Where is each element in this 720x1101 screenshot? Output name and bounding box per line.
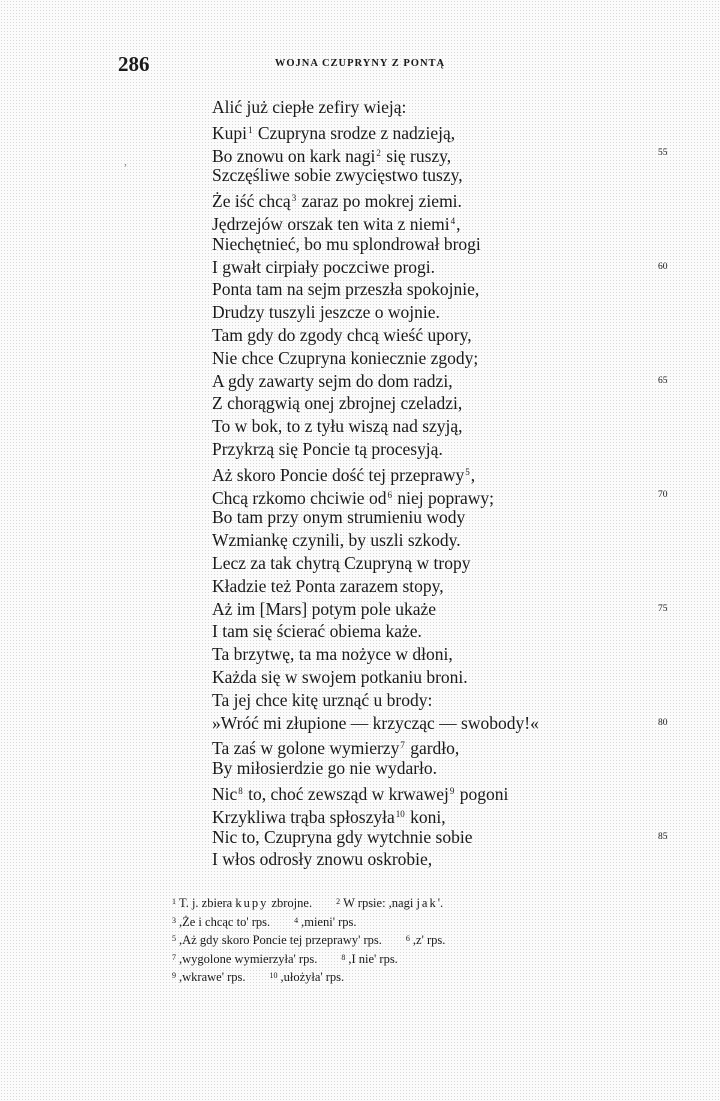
footnote-reference: 5 xyxy=(465,466,470,477)
footnote-text: zbrojne. xyxy=(268,896,313,910)
line-number: 65 xyxy=(658,375,668,386)
footnote-text: ,mieni' rps. xyxy=(301,914,357,929)
footnote-mark: 9 xyxy=(172,971,176,981)
poem-line-text: Czupryna srodze z nadzieją, xyxy=(253,122,456,143)
poem-line-text: pogoni xyxy=(455,783,509,804)
line-number: 80 xyxy=(658,717,668,728)
poem-line xyxy=(212,506,692,529)
poem-line xyxy=(212,848,692,871)
footnote-reference: 4 xyxy=(450,215,456,226)
poem-line xyxy=(212,620,692,643)
footnote-mark: 1 xyxy=(172,897,176,906)
running-head: WOJNA CZUPRYNY Z PONTĄ xyxy=(274,58,446,69)
footnote-text: '. xyxy=(437,896,444,910)
footnote-text: ,wygolone wymierzyła' rps. xyxy=(179,951,318,966)
footnote-mark: 5 xyxy=(172,934,176,944)
poem-line-text: By miłosierdzie go nie wydarło. xyxy=(212,758,438,779)
footnote-text: kupy xyxy=(235,896,269,910)
poem-line xyxy=(212,233,692,256)
footnote-reference: 3 xyxy=(291,193,297,204)
poem-line xyxy=(212,370,692,393)
footnote-mark: 7 xyxy=(172,952,176,962)
footnote-mark: 8 xyxy=(341,952,346,962)
poem-line xyxy=(212,529,692,552)
line-number: 70 xyxy=(658,489,668,500)
poem-line xyxy=(212,598,692,621)
poem-line-text: niej poprawy; xyxy=(392,487,495,508)
poem-line-text: gardło, xyxy=(405,738,460,759)
poem-line-text: Alić już ciepłe zefiry wieją: xyxy=(212,97,407,117)
poem-line xyxy=(212,689,692,712)
footnote-mark: 6 xyxy=(405,934,410,944)
poem-line-text: Przykrzą się Poncie tą procesyją. xyxy=(212,438,443,459)
footnote-text: ,Że i chcąc to' rps. xyxy=(179,914,271,929)
footnotes xyxy=(172,893,692,986)
poem-line xyxy=(212,392,692,415)
poem-line-text: To w bok, to z tyłu wiszą nad szyją, xyxy=(212,416,463,437)
poem-line xyxy=(212,119,692,142)
poem-line-text: I tam się ścierać obiema każe. xyxy=(212,621,422,642)
poem-line-text: Wzmiankę czynili, by uszli szkody. xyxy=(212,530,461,551)
footnote-reference: 8 xyxy=(238,785,243,796)
poem-line-text: się ruszy, xyxy=(381,145,452,166)
poem-line xyxy=(212,301,692,324)
poem-line-text: Kupi xyxy=(212,122,247,143)
poem-line xyxy=(212,438,692,461)
poem-line xyxy=(212,278,692,301)
poem-line-text: zaraz po mokrej ziemi. xyxy=(297,191,462,212)
footnote-reference: 9 xyxy=(449,785,455,796)
footnote-text: ,ułożyła' rps. xyxy=(280,970,345,985)
poem-line xyxy=(212,347,692,370)
poem-line-text: Aż im [Mars] potym pole ukaże xyxy=(212,598,437,619)
footnote-text: W rpsie: ,nagi xyxy=(343,896,417,910)
poem-line-text: A gdy zawarty sejm do dom radzi, xyxy=(212,370,453,391)
line-number: 55 xyxy=(658,147,668,158)
poem-line-text: koni, xyxy=(405,806,446,827)
poem-line xyxy=(212,210,692,233)
poem-line xyxy=(212,803,692,826)
footnote-text: ,I nie' rps. xyxy=(348,951,398,966)
line-number: 85 xyxy=(658,831,668,842)
poem-line xyxy=(212,187,692,210)
poem-line-text: Lecz za tak chytrą Czupryną w tropy xyxy=(212,552,471,573)
poem-line-text: Ponta tam na sejm przeszła spokojnie, xyxy=(212,279,480,300)
poem-line-text: Że iść chcą xyxy=(212,191,291,212)
footnote-text: ,wkrawe' rps. xyxy=(179,970,246,985)
poem-line xyxy=(212,484,692,507)
footnote-text: ,z' rps. xyxy=(412,933,446,948)
poem-line xyxy=(212,96,692,119)
footnote-mark: 10 xyxy=(269,971,278,981)
stray-mark: , xyxy=(124,154,127,168)
poem-line-text: Nic to, Czupryna gdy wytchnie sobie xyxy=(212,826,473,847)
poem-line xyxy=(212,734,692,757)
poem-line-text: Bo tam przy onym strumieniu wody xyxy=(212,507,466,528)
footnote-text: ,Aż gdy skoro Poncie tej przeprawy' rps. xyxy=(179,933,382,948)
poem-line xyxy=(212,461,692,484)
footnote-reference: 6 xyxy=(387,489,392,500)
footnote-row xyxy=(172,967,692,986)
poem-line-text: Ta zaś w golone wymierzy xyxy=(212,738,400,759)
poem-line xyxy=(212,712,692,735)
footnote-mark: 4 xyxy=(294,915,299,925)
poem-line-text: I gwałt cirpiały poczciwe progi. xyxy=(212,256,436,277)
poem-line xyxy=(212,666,692,689)
poem-line-text: Ta brzytwę, ta ma nożyce w dłoni, xyxy=(212,644,453,665)
poem-line-text: Nic xyxy=(212,783,238,804)
poem-line-text: Bo znowu on kark nagi xyxy=(212,145,376,166)
poem-line-text: Każda się w swojem potkaniu broni. xyxy=(212,666,468,687)
footnote-reference: 2 xyxy=(376,147,381,158)
poem-line xyxy=(212,324,692,347)
poem-line-text: Jędrzejów orszak ten wita z niemi xyxy=(212,213,450,234)
footnote-row xyxy=(172,912,692,931)
poem-line-text: Szczęśliwe sobie zwycięstwo tuszy, xyxy=(212,165,463,186)
footnote-text: T. j. zbiera xyxy=(179,896,236,910)
poem-line xyxy=(212,256,692,279)
poem-line-text: , xyxy=(470,464,476,485)
line-number: 75 xyxy=(658,603,668,614)
poem-line-text: Drudzy tuszyli jeszcze o wojnie. xyxy=(212,302,440,323)
poem-line-text: Aż skoro Poncie dość tej przeprawy xyxy=(212,464,465,485)
poem-line-text: Chcą rzkomo chciwie od xyxy=(212,487,387,508)
poem-line-text: Z chorągwią onej zbrojnej czeladzi, xyxy=(212,393,463,414)
footnote-row xyxy=(172,949,692,968)
poem-line xyxy=(212,575,692,598)
poem-line-text: Ta jej chce kitę urznąć u brody: xyxy=(212,689,433,710)
footnote-row xyxy=(172,930,692,949)
poem-line xyxy=(212,757,692,780)
footnote-row xyxy=(172,893,692,912)
poem xyxy=(212,96,692,871)
footnote-text: jak xyxy=(416,896,438,910)
poem-line xyxy=(212,415,692,438)
poem-line-text: Niechętnieć, bo mu splondrował brogi xyxy=(212,233,481,254)
poem-line xyxy=(212,552,692,575)
poem-line-text: I włos odrosły znowu oskrobie, xyxy=(212,849,433,870)
poem-line-text: »Wróć mi złupione — krzycząc — swobody!« xyxy=(212,712,539,733)
poem-line xyxy=(212,142,692,165)
footnote-mark: 3 xyxy=(172,915,176,925)
poem-line-text: to, choć zewsząd w krwawej xyxy=(243,783,449,804)
poem-line xyxy=(212,643,692,666)
footnote-reference: 10 xyxy=(395,808,405,819)
poem-line xyxy=(212,826,692,849)
page-number: 286 xyxy=(118,52,150,76)
poem-line-text: Nie chce Czupryna koniecznie zgody; xyxy=(212,347,479,368)
poem-line xyxy=(212,164,692,187)
poem-line-text: Krzykliwa trąba spłoszyła xyxy=(212,806,395,827)
poem-line xyxy=(212,780,692,803)
poem-line-text: , xyxy=(456,213,461,234)
footnote-mark: 2 xyxy=(336,897,341,906)
footnote-reference: 7 xyxy=(400,740,405,751)
footnote-reference: 1 xyxy=(248,124,253,135)
poem-line-text: Tam gdy do zgody chcą wieść upory, xyxy=(212,324,472,345)
poem-line-text: Kładzie też Ponta zarazem stopy, xyxy=(212,575,444,596)
page-header xyxy=(0,52,720,80)
line-number: 60 xyxy=(658,261,668,272)
